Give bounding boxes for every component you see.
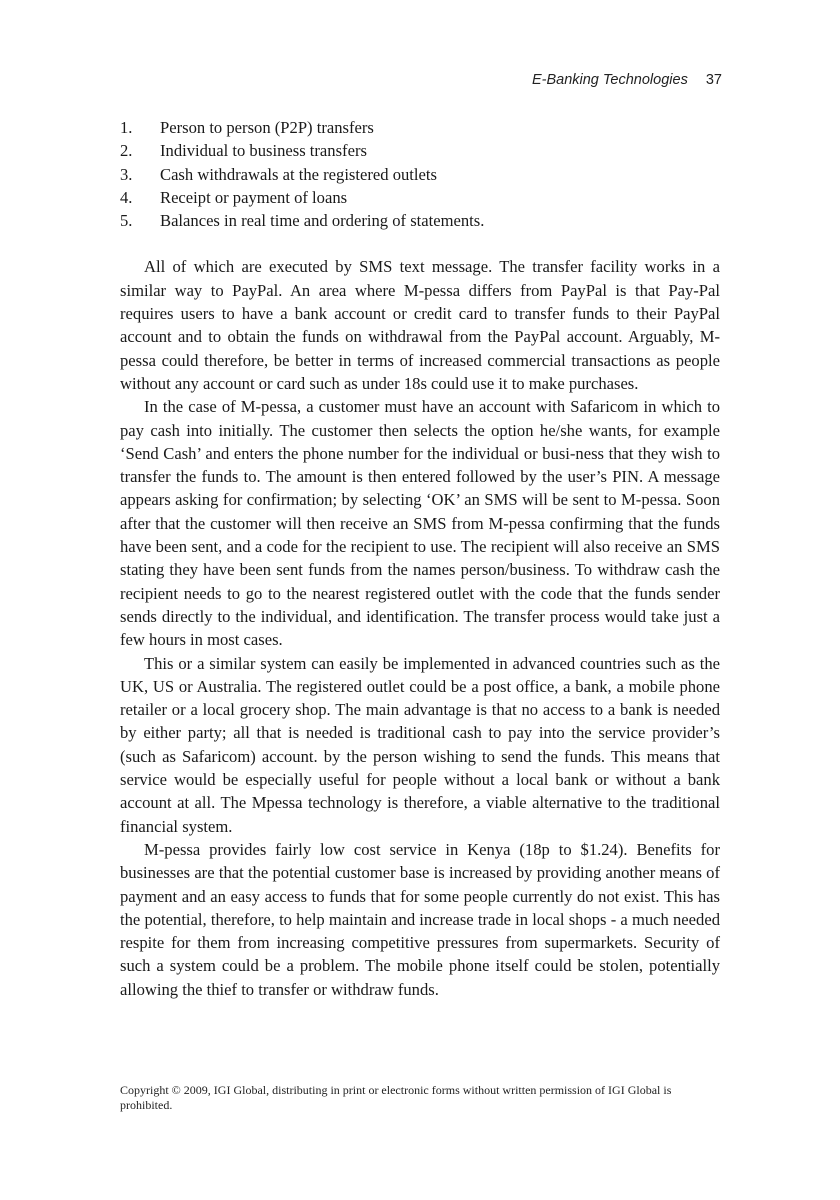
list-item-text: Individual to business transfers xyxy=(160,141,367,161)
list-item xyxy=(120,116,720,139)
list-item xyxy=(120,163,720,186)
list-item-text: Balances in real time and ordering of statements. xyxy=(160,211,485,231)
feature-list xyxy=(120,116,720,232)
list-item-number: 4. xyxy=(120,187,133,207)
list-item xyxy=(120,139,720,162)
page-body xyxy=(120,116,720,1001)
list-item-text: Receipt or payment of loans xyxy=(160,187,348,207)
list-item xyxy=(120,209,720,232)
list-item-number: 3. xyxy=(120,164,133,184)
running-title: E-Banking Technologies xyxy=(531,72,688,88)
list-item-text: Person to person (P2P) transfers xyxy=(160,118,374,137)
paragraph-mpessa-process: In the case of M-pessa, a customer must have an account with Safaricom in which to pay cash into initially. The customer then selects the option he/she wants, for example ‘Send Cash’ and enters the phone number for the individual or busi-ness that they wish to transfer the funds to. The amount is then entered followed by the user’s PIN. A message appears asking for confirmation; by selecting ‘OK’ an SMS will be sent to M-pessa. Soon after that the customer will then receive an SMS from M-pessa confirming that the funds have been sent, and a code for the recipient to use. The recipient will also receive an SMS stating they have been sent funds from the names person/business. To withdraw cash the recipient needs to go to the nearest registered outlet with the code that the funds sender sends directly to the individual, and identification. The transfer process would take just a few hours in most cases. xyxy=(120,397,720,650)
copyright-footer: Copyright © 2009, IGI Global, distributing in print or electronic forms without written permission of IGI Global is prohibited. xyxy=(120,1083,672,1112)
paragraph-sms-execution: All of which are executed by SMS text message. The transfer facility works in a similar way to PayPal. An area where M-pessa differs from PayPal is that Pay-Pal requires users to have a bank account or credit card to transfer funds to their PayPal account and to obtain the funds on withdrawal from the PayPal account. Arguably, M-pessa could therefore, be better in terms of increased commercial transactions as people without any account or card such as under 18s could use it to make purchases. xyxy=(120,257,720,393)
paragraph-advanced-countries: This or a similar system can easily be implemented in advanced countries such as the UK, US or Australia. The registered outlet could be a post office, a bank, a mobile phone retailer or a local grocery shop. The main advantage is that no access to a bank is needed by either party; all that is needed is traditional cash to pay into the service provider’s (such as Safaricom) account. by the person wishing to send the funds. This means that service would be especially useful for people without a local bank or without a bank account at all. The Mpessa technology is therefore, a viable alternative to the traditional financial system. xyxy=(120,653,720,836)
paragraph-cost-benefits: M-pessa provides fairly low cost service in Kenya (18p to $1.24). Benefits for businesses are that the potential customer base is increased by providing another means of payment and an easy access to funds that for some people currently do not exist. This has the potential, therefore, to help maintain and increase trade in local shops - a much needed respite for them from increasing competitive pressures from supermarkets. Security of such a system could be a problem. The mobile phone itself could be stolen, potentially allowing the thief to transfer or withdraw funds. xyxy=(120,839,720,999)
running-header xyxy=(532,72,722,88)
page-number: 37 xyxy=(705,72,722,88)
list-item xyxy=(120,186,720,209)
list-item-number: 5. xyxy=(120,211,133,231)
list-item-text: Cash withdrawals at the registered outlets xyxy=(160,164,437,184)
list-item-number: 1. xyxy=(120,118,133,137)
list-item-number: 2. xyxy=(120,141,133,161)
